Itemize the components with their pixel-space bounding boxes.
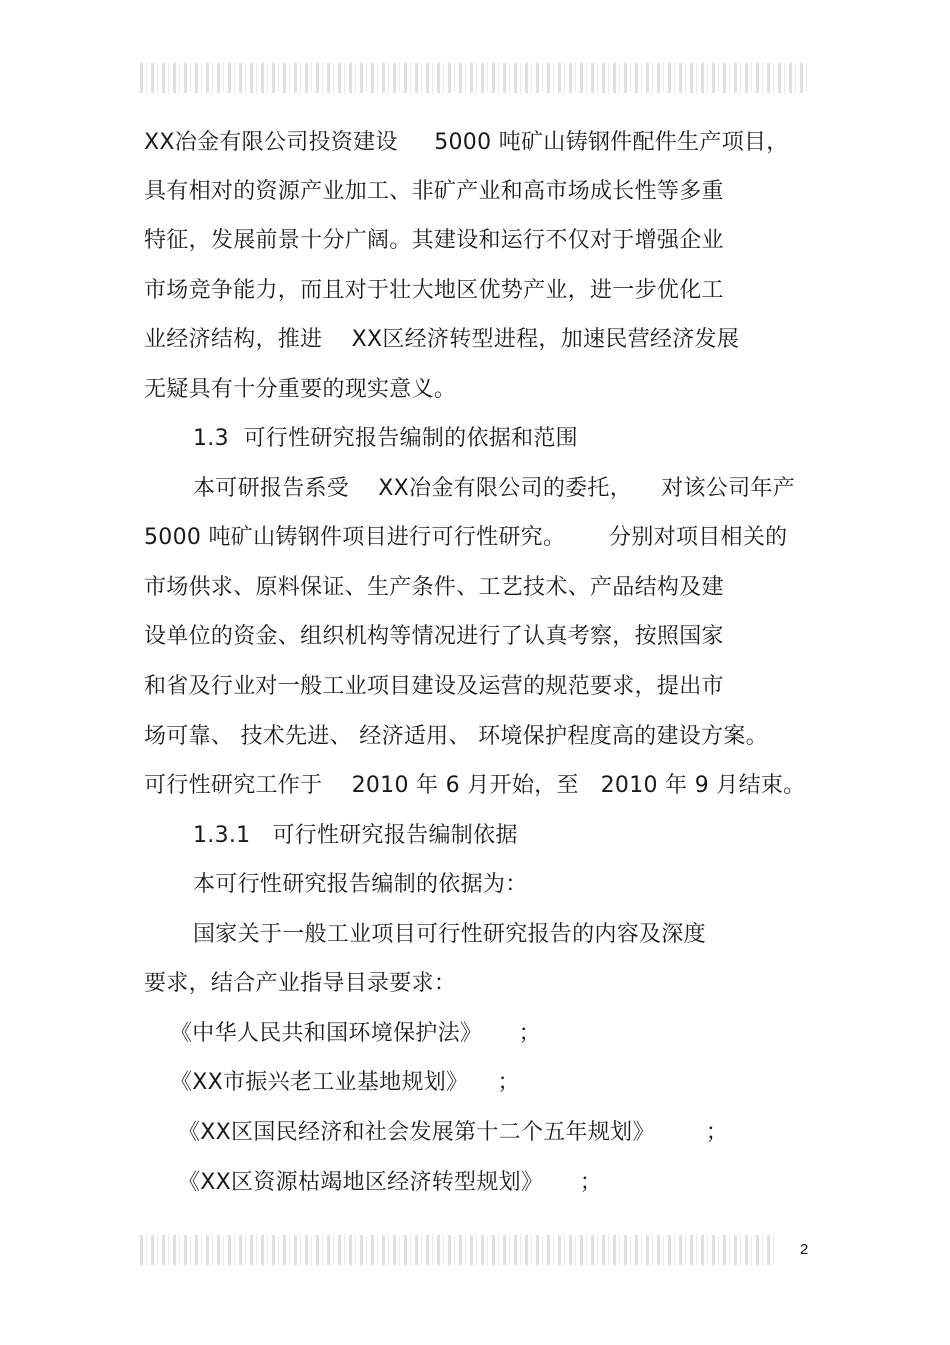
paragraph-line: 市场供求、原料保证、生产条件、工艺技术、产品结构及建 [144,575,724,600]
paragraph-line: 无疑具有十分重要的现实意义。 [144,377,457,402]
paragraph-line: 要求，结合产业指导目录要求： [144,971,457,996]
paragraph-line: 国家关于一般工业项目可行性研究报告的内容及深度 [193,922,706,947]
paragraph-line: 5000 吨矿山铸钢件项目进行可行性研究。 分别对项目相关的 [144,525,788,550]
paragraph-line: 具有相对的资源产业加工、非矿产业和高市场成长性等多重 [144,179,724,204]
reference-item: 《XX市振兴老工业基地规划》 ； [170,1070,520,1095]
reference-item: 《XX区资源枯竭地区经济转型规划》 ； [178,1170,603,1195]
page-number: 2 [800,1241,809,1258]
section-heading-1-3: 1.3 可行性研究报告编制的依据和范围 [193,426,578,451]
paragraph-line: 场可靠、 技术先进、 经济适用、 环境保护程度高的建设方案。 [144,724,768,749]
paragraph-line: 可行性研究工作于 2010 年 6 月开始，至 2010 年 9 月结束。 [144,773,806,798]
reference-item: 《中华人民共和国环境保护法》 ； [170,1021,541,1046]
section-heading-1-3-1: 1.3.1 可行性研究报告编制依据 [193,823,518,848]
reference-item: 《XX区国民经济和社会发展第十二个五年规划》 ； [178,1120,729,1145]
basis-intro: 本可行性研究报告编制的依据为： [193,872,528,897]
footer-scan-noise [140,1235,777,1265]
paragraph-line: 特征，发展前景十分广阔。其建设和运行不仅对于增强企业 [144,228,724,253]
paragraph-line: 和省及行业对一般工业项目建设及运营的规范要求，提出市 [144,674,724,699]
paragraph-line: 本可研报告系受 XX冶金有限公司的委托， 对该公司年产 [193,476,795,501]
paragraph-line: XX冶金有限公司投资建设 5000 吨矿山铸钢件配件生产项目， [144,130,789,155]
paragraph-line: 业经济结构，推进 XX区经济转型进程，加速民营经济发展 [144,327,740,352]
paragraph-line: 设单位的资金、组织机构等情况进行了认真考察，按照国家 [144,624,724,649]
paragraph-line: 市场竞争能力，而且对于壮大地区优势产业，进一步优化工 [144,278,724,303]
